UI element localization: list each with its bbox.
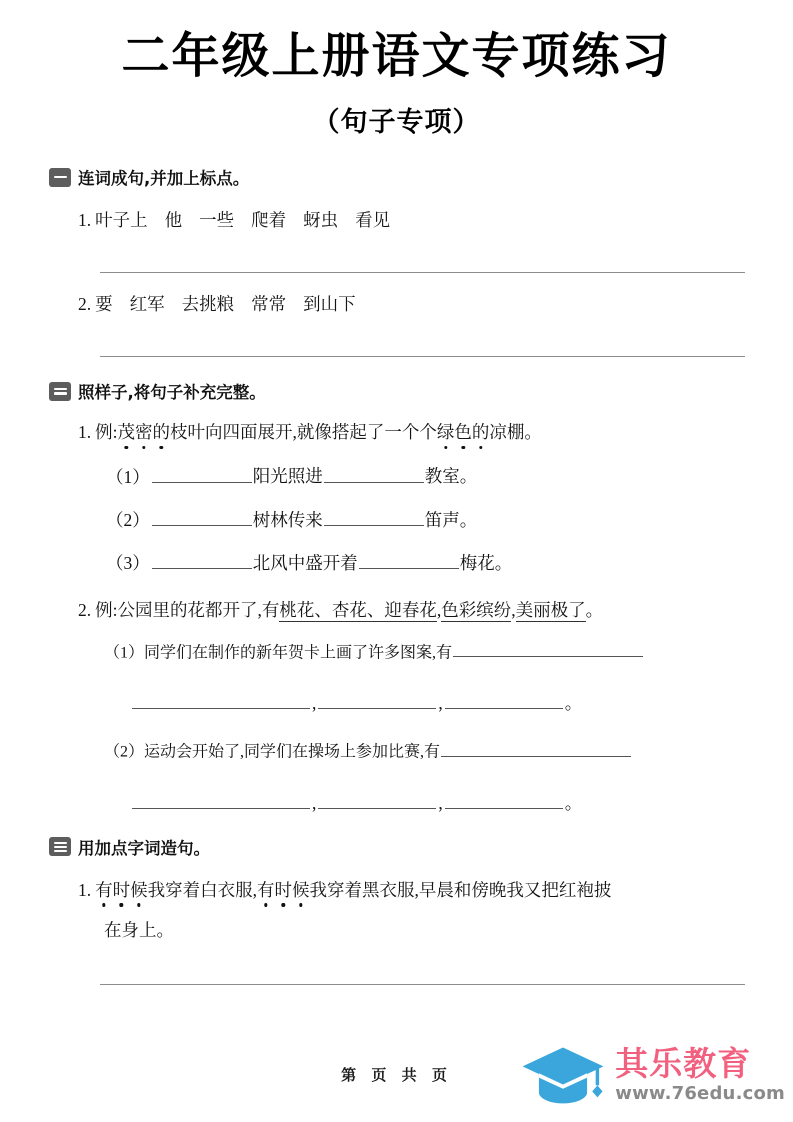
section-2-item-1-blank-2 xyxy=(52,505,747,533)
subitem-label: （2） xyxy=(104,743,145,761)
example-text-mid: 枝叶向四面展开,就像搭起了一个个 xyxy=(170,422,437,443)
section-2-header xyxy=(49,379,747,403)
example-end: 。 xyxy=(585,599,604,620)
item-number: 1. xyxy=(78,210,92,230)
blank-tail-text: 笛声。 xyxy=(424,509,478,530)
item-text-line2: 在身上。 xyxy=(104,919,174,940)
emphasis-phrase-2: 有时候 xyxy=(257,879,310,900)
example-sep: , xyxy=(511,599,516,620)
page-footer xyxy=(0,1044,793,1106)
page-title: 二年级上册语文专项练习 xyxy=(121,28,672,84)
answer-line[interactable] xyxy=(100,272,745,273)
section-3-item-1-line2 xyxy=(52,917,747,944)
section-2-title: 照样子,将句子补充完整。 xyxy=(78,383,266,403)
section-1-header xyxy=(49,165,747,189)
section-2-item-1-blank-3 xyxy=(52,548,747,576)
section-1-title: 连词成句,并加上标点。 xyxy=(78,169,250,188)
section-1 xyxy=(0,165,793,357)
logo-brand-name: 其乐教育 xyxy=(615,1044,752,1083)
item-number: 2. xyxy=(78,599,92,620)
fill-blank[interactable] xyxy=(324,461,424,482)
fill-blank[interactable] xyxy=(152,505,252,526)
word-token: 叶子上 xyxy=(95,210,148,230)
section-3-title: 用加点字词造句。 xyxy=(78,838,210,858)
section-2-item-1-example xyxy=(52,419,747,446)
cont-sep: , xyxy=(438,693,443,714)
word-token: 他 xyxy=(164,210,183,230)
section-3-item-1 xyxy=(52,877,747,904)
fill-blank[interactable] xyxy=(132,788,310,809)
word-token: 常常 xyxy=(251,294,287,315)
section-marker-two-icon xyxy=(49,382,71,401)
cont-end: 。 xyxy=(564,693,583,714)
section-2 xyxy=(0,379,793,814)
section-marker-three-icon xyxy=(49,837,71,856)
blank-label: （1） xyxy=(106,466,150,487)
item-text-1: 我穿着白衣服, xyxy=(147,879,257,900)
blank-mid-text: 树林传来 xyxy=(252,509,323,530)
fill-blank[interactable] xyxy=(152,548,252,569)
section-1-item-2 xyxy=(52,291,747,318)
example-emphasis-2: 绿色的 xyxy=(436,422,490,443)
fill-blank[interactable] xyxy=(445,688,563,709)
word-token: 蚜虫 xyxy=(303,210,339,230)
item-number: 1. xyxy=(78,879,92,900)
cont-sep: , xyxy=(312,792,317,813)
subitem-text: 运动会开始了,同学们在操场上参加比赛,有 xyxy=(144,743,441,761)
subitem-label: （1） xyxy=(104,644,145,662)
answer-line[interactable] xyxy=(100,356,745,357)
page-subtitle: （句子专项） xyxy=(312,107,481,138)
fill-blank[interactable] xyxy=(445,788,563,809)
example-prefix: 公园里的花都开了,有 xyxy=(117,599,280,620)
emphasis-phrase-1: 有时候 xyxy=(95,879,148,900)
cont-end: 。 xyxy=(564,792,583,813)
fill-blank[interactable] xyxy=(132,688,310,709)
example-underline-2: 色彩缤纷 xyxy=(441,599,512,620)
cont-sep: , xyxy=(312,693,317,714)
section-1-item-1 xyxy=(52,207,747,234)
blank-mid-text: 阳光照进 xyxy=(252,466,323,487)
example-sep: , xyxy=(436,599,442,620)
blank-label: （2） xyxy=(106,509,150,530)
word-token: 一些 xyxy=(199,210,235,230)
title-block xyxy=(0,0,793,139)
section-marker-one-icon xyxy=(49,168,71,187)
fill-blank[interactable] xyxy=(359,548,459,569)
page-number-label: 第 页 共 页 xyxy=(341,1066,452,1084)
word-token: 看见 xyxy=(355,210,391,230)
item-text-2: 我穿着黑衣服,早晨和傍晚我又把红袍披 xyxy=(309,879,612,900)
section-2-item-2-example xyxy=(52,597,747,624)
graduation-cap-icon xyxy=(520,1044,606,1106)
example-label: 例: xyxy=(95,599,118,620)
word-token: 到山下 xyxy=(303,294,356,315)
example-emphasis-1: 茂密的 xyxy=(117,422,170,443)
fill-blank[interactable] xyxy=(152,461,252,482)
fill-blank[interactable] xyxy=(318,788,436,809)
word-token: 红军 xyxy=(129,294,165,315)
section-2-item-1-blank-1 xyxy=(52,461,747,489)
blank-label: （3） xyxy=(106,553,150,574)
site-logo xyxy=(520,1044,785,1106)
section-2-item-2-sub-2 xyxy=(52,737,747,761)
fill-blank[interactable] xyxy=(324,505,424,526)
fill-blank[interactable] xyxy=(453,638,643,657)
section-2-item-2-sub-2-cont xyxy=(52,788,747,815)
subitem-text: 同学们在制作的新年贺卡上画了许多图案,有 xyxy=(144,644,453,662)
word-token: 要 xyxy=(95,294,113,315)
example-underline-1: 桃花、杏花、迎春花 xyxy=(279,599,437,620)
item-number: 1. xyxy=(78,422,92,443)
example-text-end: 凉棚。 xyxy=(489,422,542,443)
example-label: 例: xyxy=(95,422,118,443)
logo-website-url: www.76edu.com xyxy=(615,1083,785,1104)
answer-line[interactable] xyxy=(100,984,745,985)
section-2-item-2-sub-1 xyxy=(52,638,747,662)
fill-blank[interactable] xyxy=(441,737,631,756)
blank-tail-text: 教室。 xyxy=(424,466,478,487)
blank-mid-text: 北风中盛开着 xyxy=(252,553,358,574)
section-2-item-2-sub-1-cont xyxy=(52,688,747,715)
word-token: 去挑粮 xyxy=(181,294,235,315)
section-3-header xyxy=(49,835,747,859)
item-number: 2. xyxy=(78,294,92,315)
word-token: 爬着 xyxy=(251,210,287,230)
fill-blank[interactable] xyxy=(318,688,436,709)
blank-tail-text: 梅花。 xyxy=(459,553,513,574)
example-underline-3: 美丽极了 xyxy=(515,599,586,620)
logo-text-block xyxy=(615,1044,785,1104)
section-3 xyxy=(0,835,793,985)
cont-sep: , xyxy=(438,792,443,813)
